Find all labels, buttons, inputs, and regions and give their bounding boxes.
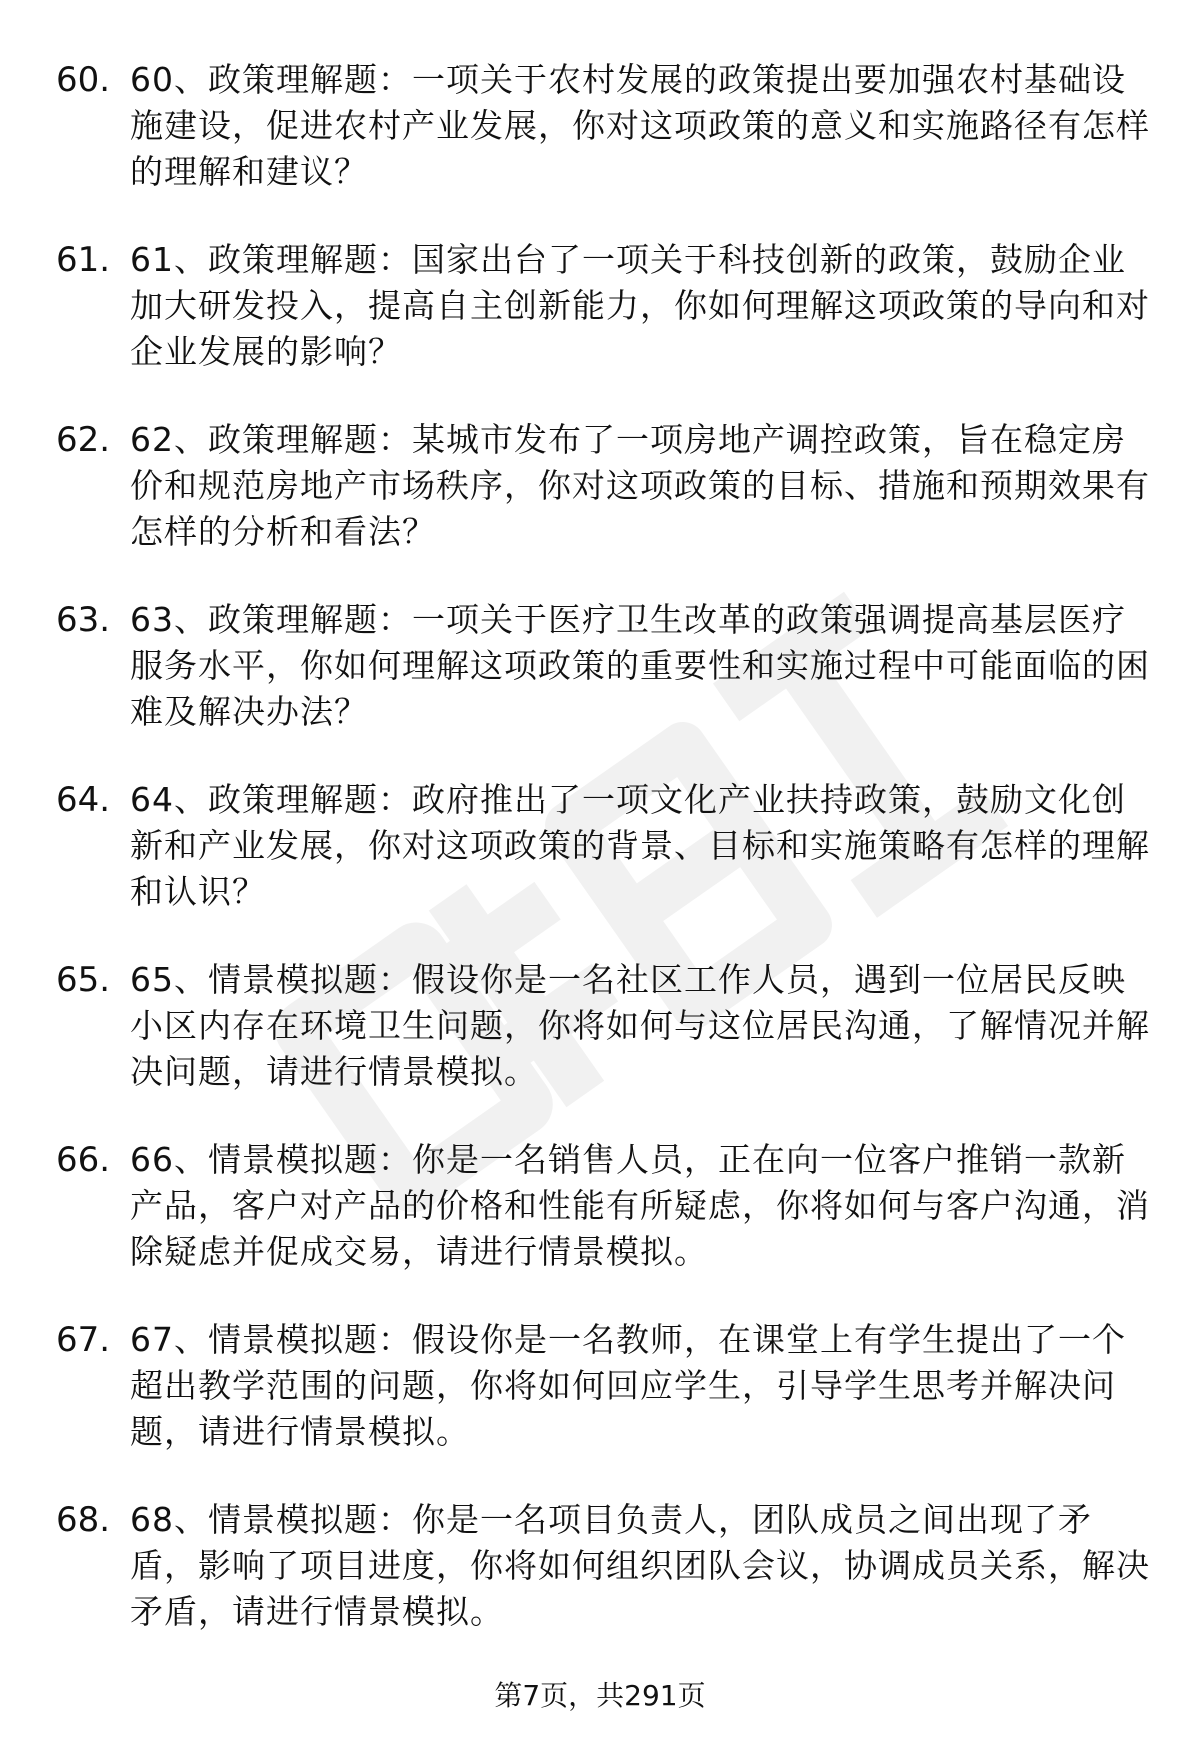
question-text: 65、情景模拟题：假设你是一名社区工作人员，遇到一位居民反映小区内存在环境卫生问题，你将如何与这位居民沟通，了解情况并解决问题，请进行情景模拟。 xyxy=(130,960,1150,1091)
list-item xyxy=(56,957,1151,1137)
question-number: 66. xyxy=(56,1140,111,1180)
list-item xyxy=(56,1497,1151,1677)
question-number: 67. xyxy=(56,1320,111,1360)
question-number: 64. xyxy=(56,780,111,820)
question-text: 68、情景模拟题：你是一名项目负责人，团队成员之间出现了矛盾，影响了项目进度，你将如何组织团队会议，协调成员关系，解决矛盾，请进行情景模拟。 xyxy=(130,1500,1150,1631)
question-list xyxy=(56,57,1151,1677)
question-text: 66、情景模拟题：你是一名销售人员，正在向一位客户推销一款新产品，客户对产品的价格和性能有所疑虑，你将如何与客户沟通，消除疑虑并促成交易，请进行情景模拟。 xyxy=(130,1140,1150,1271)
question-text: 61、政策理解题：国家出台了一项关于科技创新的政策，鼓励企业加大研发投入，提高自主创新能力，你如何理解这项政策的导向和对企业发展的影响？ xyxy=(130,240,1150,371)
list-item xyxy=(56,57,1151,237)
question-number: 68. xyxy=(56,1500,111,1540)
question-number: 65. xyxy=(56,960,111,1000)
question-text: 62、政策理解题：某城市发布了一项房地产调控政策，旨在稳定房价和规范房地产市场秩序，你对这项政策的目标、措施和预期效果有怎样的分析和看法？ xyxy=(130,420,1150,551)
question-number: 62. xyxy=(56,420,111,460)
list-item xyxy=(56,417,1151,597)
question-text: 60、政策理解题：一项关于农村发展的政策提出要加强农村基础设施建设，促进农村产业发展，你对这项政策的意义和实施路径有怎样的理解和建议？ xyxy=(130,60,1150,191)
list-item xyxy=(56,597,1151,777)
list-item xyxy=(56,777,1151,957)
question-text: 67、情景模拟题：假设你是一名教师，在课堂上有学生提出了一个超出教学范围的问题，你将如何回应学生，引导学生思考并解决问题，请进行情景模拟。 xyxy=(130,1320,1126,1451)
question-number: 61. xyxy=(56,240,111,280)
list-item xyxy=(56,1317,1151,1497)
question-number: 60. xyxy=(56,60,111,100)
question-number: 63. xyxy=(56,600,111,640)
question-text: 63、政策理解题：一项关于医疗卫生改革的政策强调提高基层医疗服务水平，你如何理解这项政策的重要性和实施过程中可能面临的困难及解决办法？ xyxy=(130,600,1150,731)
question-text: 64、政策理解题：政府推出了一项文化产业扶持政策，鼓励文化创新和产业发展，你对这项政策的背景、目标和实施策略有怎样的理解和认识？ xyxy=(130,780,1150,911)
page-footer: 第7页，共291页 xyxy=(494,1679,706,1712)
list-item xyxy=(56,237,1151,417)
list-item xyxy=(56,1137,1151,1317)
